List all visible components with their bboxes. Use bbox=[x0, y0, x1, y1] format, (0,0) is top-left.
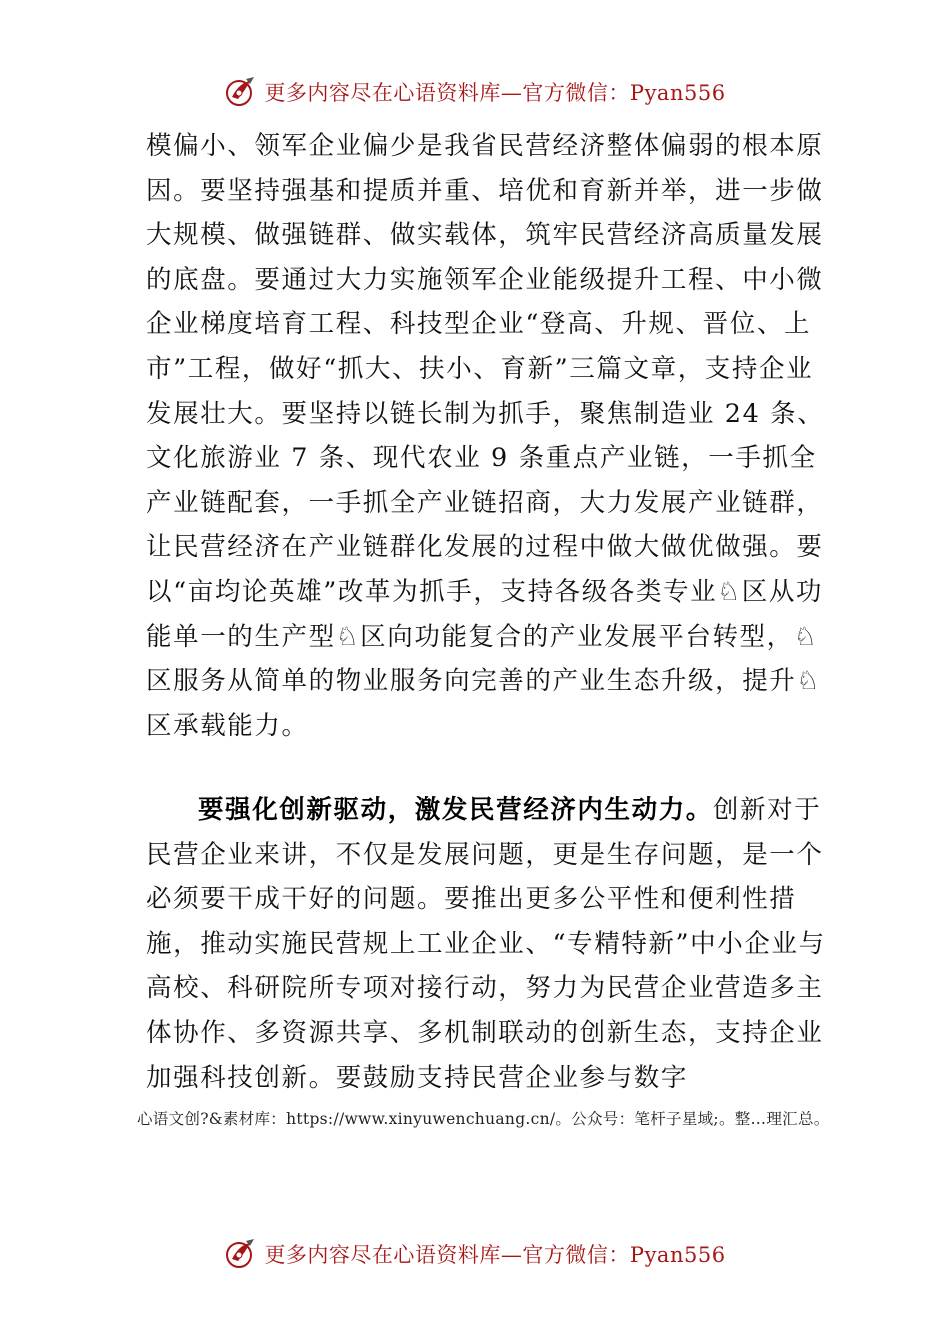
paragraph-2-lead: 要强化创新驱动，激发民营经济内生动力。 bbox=[198, 795, 713, 825]
header-banner-text: 更多内容尽在心语资料库—官方微信：Pyan556 bbox=[264, 81, 726, 105]
source-footnote: 心语文创?&素材库：https://www.xinyuwenchuang.cn/。公众号：笔杆子星域;。整…理汇总。 bbox=[137, 1110, 830, 1128]
header-banner bbox=[0, 72, 950, 112]
paragraph-1: 模偏小、领军企业偏少是我省民营经济整体偏弱的根本原因。要坚持强基和提质并重、培优和育新并举，进一步做大规模、做强链群、做实载体，筑牢民营经济高质量发展的底盘。要通过大力实施领军企业能级提升工程、中小微企业梯度培育工程、科技型企业“登高、升规、晋位、上市”工程，做好“抓大、扶小、育新”三篇文章，支持企业发展壮大。要坚持以链长制为抓手，聚焦制造业 24 条、文化旅游业 7 条、现代农业 9 条重点产业链，一手抓全产业链配套，一手抓全产业链招商，大力发展产业链群，让民营经济在产业链群化发展的过程中做大做优做强。要以“亩均论英雄”改革为抓手，支持各级各类专业♘区从功能单一的生产型♘区向功能复合的产业发展平台转型，♘区服务从简单的物业服务向完善的产业生态升级，提升♘区承载能力。 bbox=[146, 131, 825, 741]
footer-banner bbox=[0, 1234, 950, 1274]
brand-logo-icon bbox=[224, 1237, 258, 1271]
footer-banner-text: 更多内容尽在心语资料库—官方微信：Pyan556 bbox=[264, 1243, 726, 1267]
paragraph-2-text: 创新对于民营企业来讲，不仅是发展问题，更是生存问题，是一个必须要干成干好的问题。要推出更多公平性和便利性措施，推动实施民营规上工业企业、“专精特新”中小企业与高校、科研院所专项对接行动，努力为民营企业营造多主体协作、多资源共享、多机制联动的创新生态，支持企业加强科技创新。要鼓励支持民营企业参与数字 bbox=[146, 795, 826, 1093]
paragraph-2 bbox=[146, 788, 826, 1100]
brand-logo-icon bbox=[224, 75, 258, 109]
